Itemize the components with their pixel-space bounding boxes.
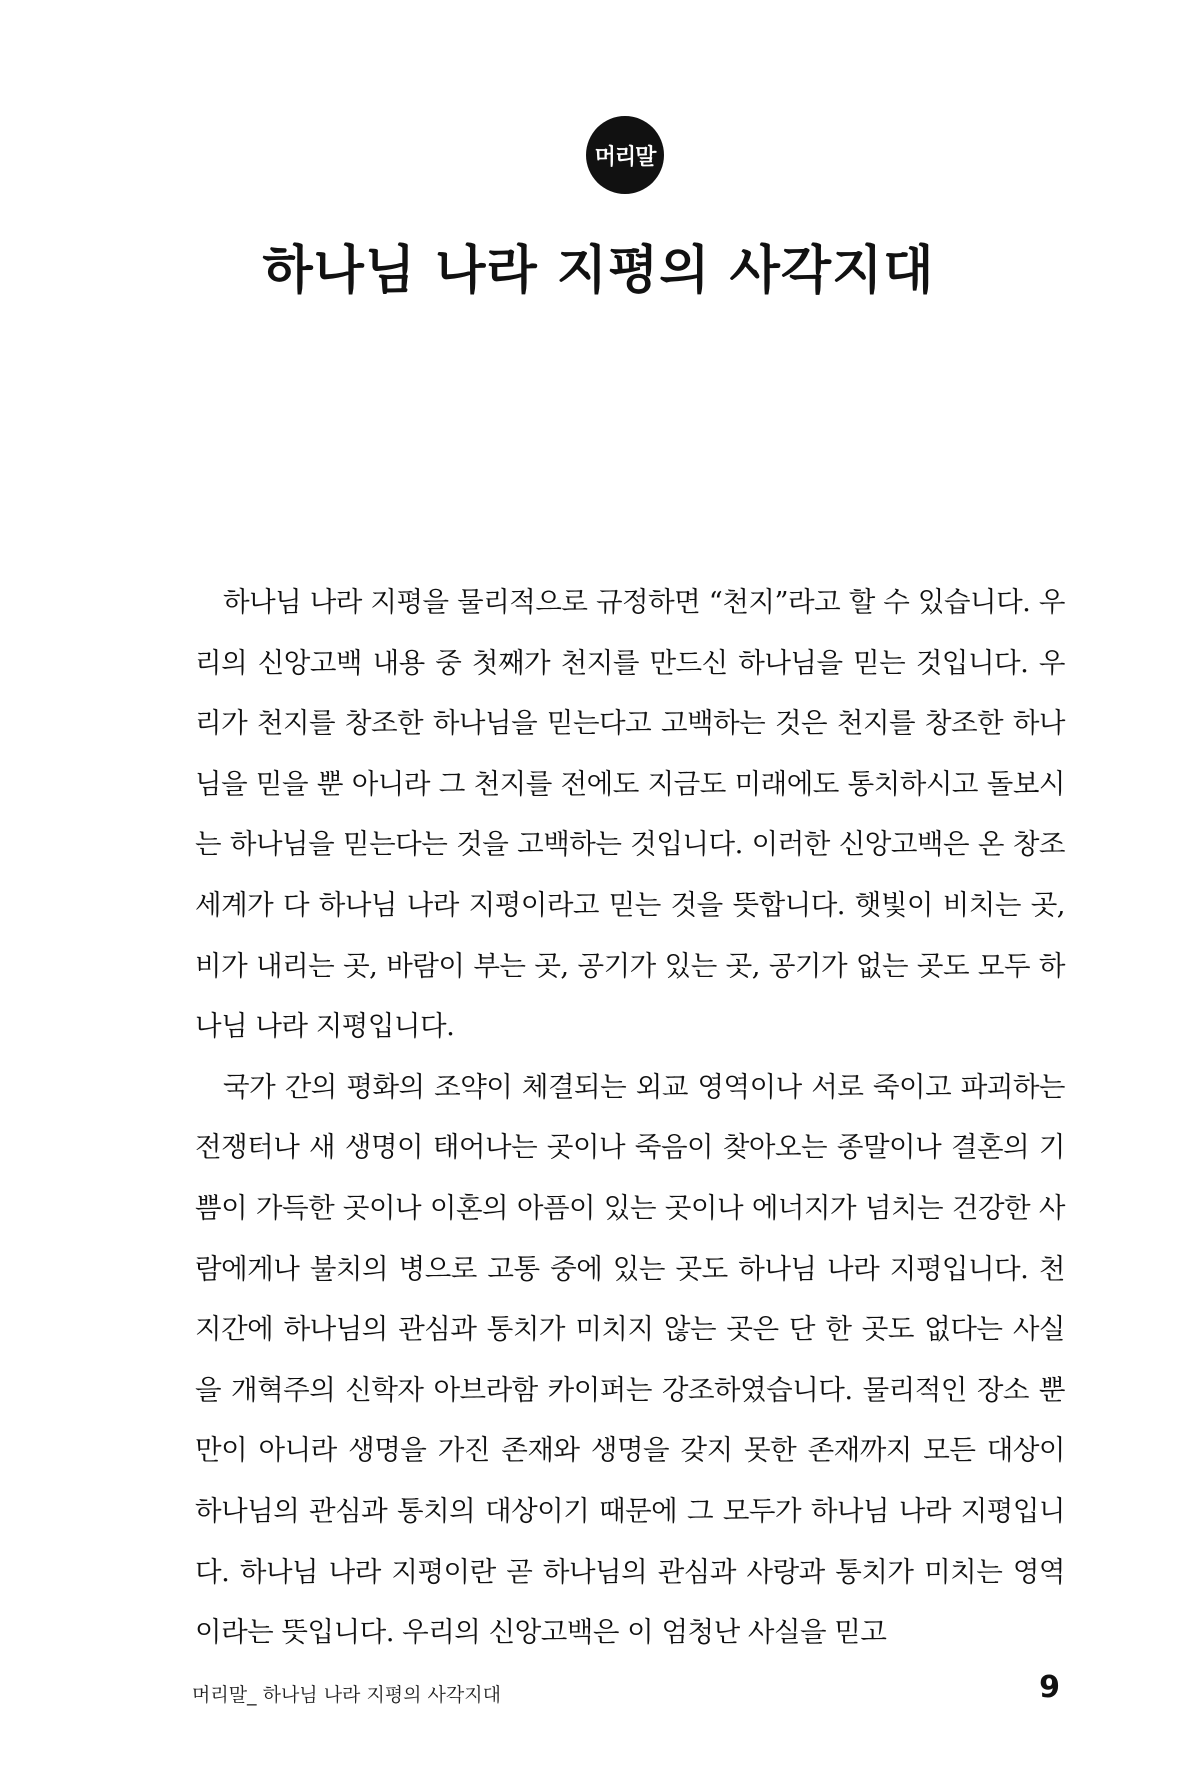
paragraph-2: 국가 간의 평화의 조약이 체결되는 외교 영역이나 서로 죽이고 파괴하는 전쟁터나 새 생명이 태어나는 곳이나 죽음이 찾아오는 종말이나 결혼의 기쁨이 가득한 곳이나 이혼의 아픔이 있는 곳이나 에너지가 넘치는 건강한 사람에게나 불치의 병으로 고통 중에 있는 곳도 하나님 나라 지평입니다. 천지간에 하나님의 관심과 통치가 미치지 않는 곳은 단 한 곳도 없다는 사실을 개혁주의 신학자 아브라함 카이퍼는 강조하였습니다. 물리적인 장소 뿐만이 아니라 생명을 가진 존재와 생명을 갖지 못한 존재까지 모든 대상이 하나님의 관심과 통치의 대상이기 때문에 그 모두가 하나님 나라 지평입니다. 하나님 나라 지평이란 곧 하나님의 관심과 사랑과 통치가 미치는 영역이라는 뜻입니다. 우리의 신앙고백은 이 엄청난 사실을 믿고	[195, 1070, 1065, 1649]
running-footer-title: 머리말_ 하나님 나라 지평의 사각지대	[192, 1684, 501, 1706]
section-badge	[586, 116, 664, 194]
body-text	[195, 572, 1065, 1663]
paragraph-1: 하나님 나라 지평을 물리적으로 규정하면 “천지”라고 할 수 있습니다. 우리의 신앙고백 내용 중 첫째가 천지를 만드신 하나님을 믿는 것입니다. 우리가 천지를 창조한 하나님을 믿는다고 고백하는 것은 천지를 창조한 하나님을 믿을 뿐 아니라 그 천지를 전에도 지금도 미래에도 통치하시고 돌보시는 하나님을 믿는다는 것을 고백하는 것입니다. 이러한 신앙고백은 온 창조 세계가 다 하나님 나라 지평이라고 믿는 것을 뜻합니다. 햇빛이 비치는 곳, 비가 내리는 곳, 바람이 부는 곳, 공기가 있는 곳, 공기가 없는 곳도 모두 하나님 나라 지평입니다.	[195, 586, 1065, 1043]
page-title: 하나님 나라 지평의 사각지대	[262, 240, 935, 301]
page-number: 9	[1039, 1670, 1060, 1705]
section-badge-label: 머리말	[594, 144, 656, 170]
